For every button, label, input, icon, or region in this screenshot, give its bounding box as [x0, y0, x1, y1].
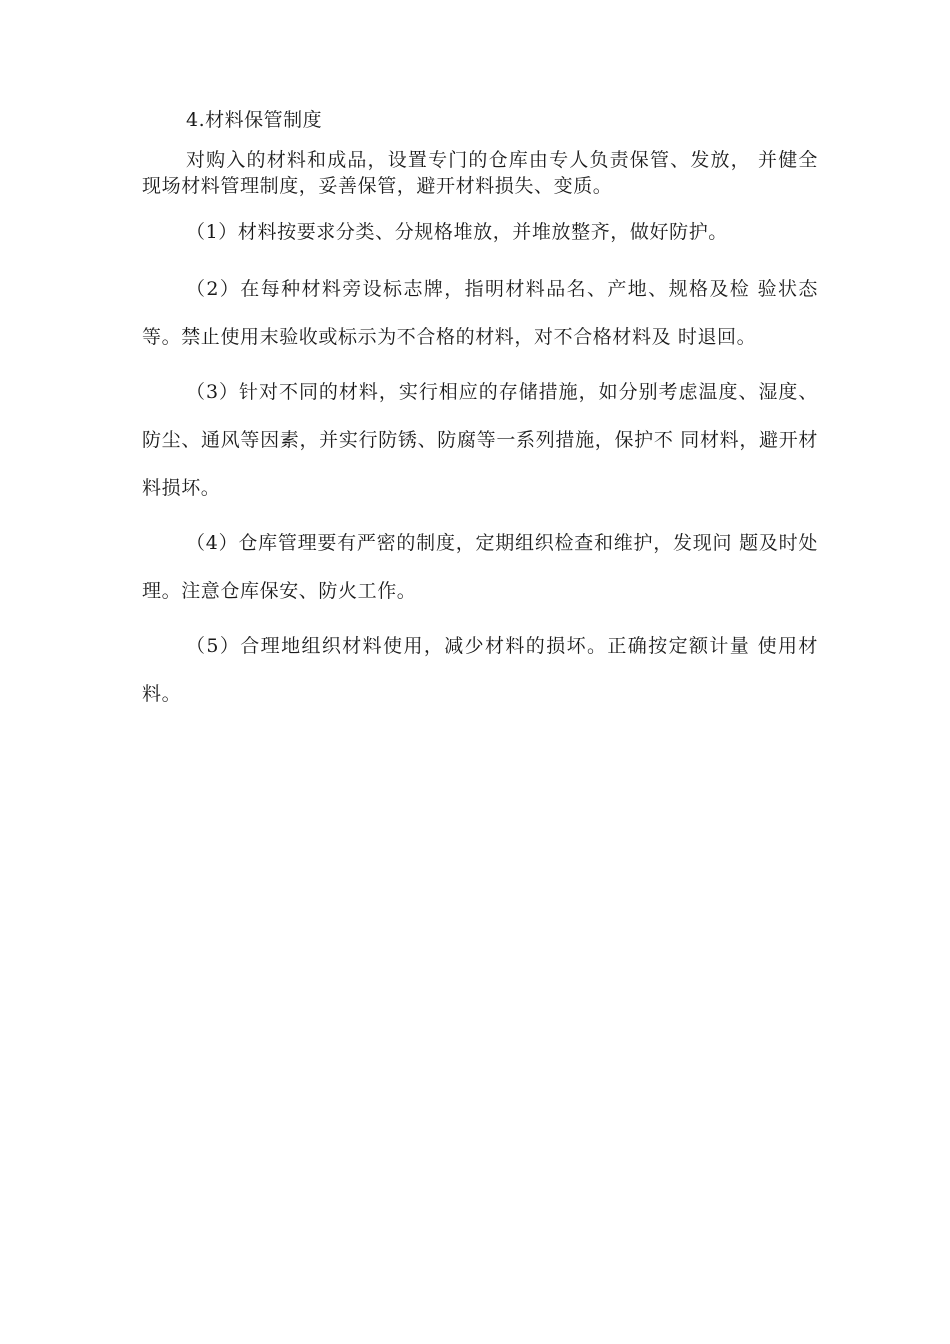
item-paragraph-4: （4）仓库管理要有严密的制度，定期组织检查和维护，发现问 题及时处理。注意仓库保安、防火工作。 — [142, 532, 818, 602]
document-body — [142, 103, 818, 725]
item-paragraph-5: （5）合理地组织材料使用，减少材料的损坏。正确按定额计量 使用材料。 — [142, 635, 818, 705]
item-paragraph-3: （3）针对不同的材料，实行相应的存储措施，如分别考虑温度、湿度、防尘、通风等因素，并实行防锈、防腐等一系列措施，保护不 同材料，避开材料损坏。 — [142, 381, 818, 499]
intro-paragraph: 对购入的材料和成品，设置专门的仓库由专人负责保管、发放， 并健全现场材料管理制度，妥善保管，避开材料损失、变质。 — [142, 149, 818, 197]
section-heading: 4.材料保管制度 — [186, 109, 323, 131]
item-paragraph-2: （2）在每种材料旁设标志牌，指明材料品名、产地、规格及检 验状态等。禁止使用末验收或标示为不合格的材料，对不合格材料及 时退回。 — [142, 278, 818, 348]
item-paragraph-1: （1）材料按要求分类、分规格堆放，并堆放整齐，做好防护。 — [186, 221, 728, 243]
